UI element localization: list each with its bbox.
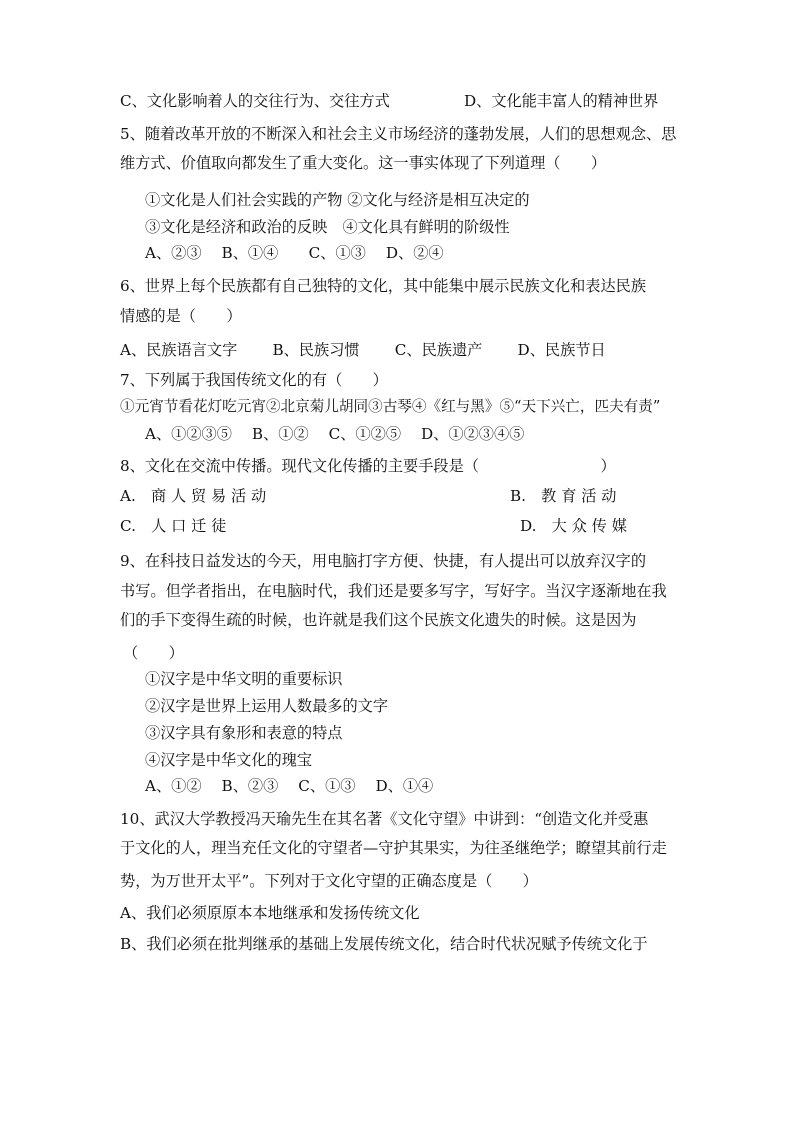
q5-item-line2: ③文化是经济和政治的反映 ④文化具有鲜明的阶级性 <box>145 218 510 236</box>
q8-option-d: D. 大 众 传 媒 <box>520 517 627 535</box>
q9-answer-paren: （ ） <box>123 644 184 662</box>
q9-item-3: ③汉字具有象形和表意的特点 <box>145 724 343 742</box>
q5-choices: A、②③ B、①④ C、①③ D、②④ <box>145 244 444 262</box>
q6-stem-line2: 情感的是（ ） <box>120 307 242 325</box>
q8-stem: 8、文化在交流中传播。现代文化传播的主要手段是（ ） <box>120 457 616 475</box>
q5-stem-line1: 5、随着改革开放的不断深入和社会主义市场经济的蓬勃发展，人们的思想观念、思 <box>120 125 677 143</box>
q4-option-d: D、文化能丰富人的精神世界 <box>464 92 659 110</box>
q9-stem-line3: 们的手下变得生疏的时候，也许就是我们这个民族文化遗失的时候。这是因为 <box>120 611 637 629</box>
q10-option-a: A、我们必须原原本本地继承和发扬传统文化 <box>120 904 420 922</box>
q10-option-b: B、我们必须在批判继承的基础上发展传统文化，结合时代状况赋予传统文化于 <box>120 935 648 953</box>
q4-option-c: C、文化影响着人的交往行为、交往方式 <box>120 92 390 110</box>
q6-choices: A、民族语言文字 B、民族习惯 C、民族遗产 D、民族节日 <box>120 341 606 359</box>
q7-stem: 7、下列属于我国传统文化的有（ ） <box>120 371 388 389</box>
q7-choices: A、①②③⑤ B、①② C、①②⑤ D、①②③④⑤ <box>145 425 525 443</box>
q5-item-line1: ①文化是人们社会实践的产物 ②文化与经济是相互决定的 <box>145 191 530 209</box>
q8-option-a: A. 商 人 贸 易 活 动 <box>120 487 267 505</box>
q9-item-1: ①汉字是中华文明的重要标识 <box>145 670 343 688</box>
q10-stem-line3: 势，为万世开太平”。下列对于文化守望的正确态度是（ ） <box>120 872 538 890</box>
q10-stem-line2: 于文化的人，理当充任文化的守望者—守护其果实，为往圣继绝学；瞭望其前行走 <box>120 839 667 857</box>
q9-choices: A、①② B、②③ C、①③ D、①④ <box>145 777 434 795</box>
q9-stem-line2: 书写。但学者指出，在电脑时代，我们还是要多写字，写好字。当汉字逐渐地在我 <box>120 582 667 600</box>
q8-option-b: B. 教 育 活 动 <box>510 487 617 505</box>
q9-item-2: ②汉字是世界上运用人数最多的文字 <box>145 697 388 715</box>
q6-stem-line1: 6、世界上每个民族都有自己独特的文化，其中能集中展示民族文化和表达民族 <box>120 277 647 295</box>
q9-item-4: ④汉字是中华文化的瑰宝 <box>145 751 313 769</box>
q10-stem-line1: 10、武汉大学教授冯天瑜先生在其名著《文化守望》中讲到：“创造文化并受惠 <box>120 810 649 828</box>
q8-option-c: C. 人 口 迁 徒 <box>120 517 227 535</box>
q7-items: ①元宵节看花灯吃元宵②北京菊儿胡同③古琴④《红与黑》⑤“天下兴亡，匹夫有责” <box>120 398 661 415</box>
q9-stem-line1: 9、在科技日益发达的今天，用电脑打字方便、快捷，有人提出可以放弃汉字的 <box>120 552 647 570</box>
q5-stem-line2: 维方式、价值取向都发生了重大变化。这一事实体现了下列道理（ ） <box>120 154 606 172</box>
